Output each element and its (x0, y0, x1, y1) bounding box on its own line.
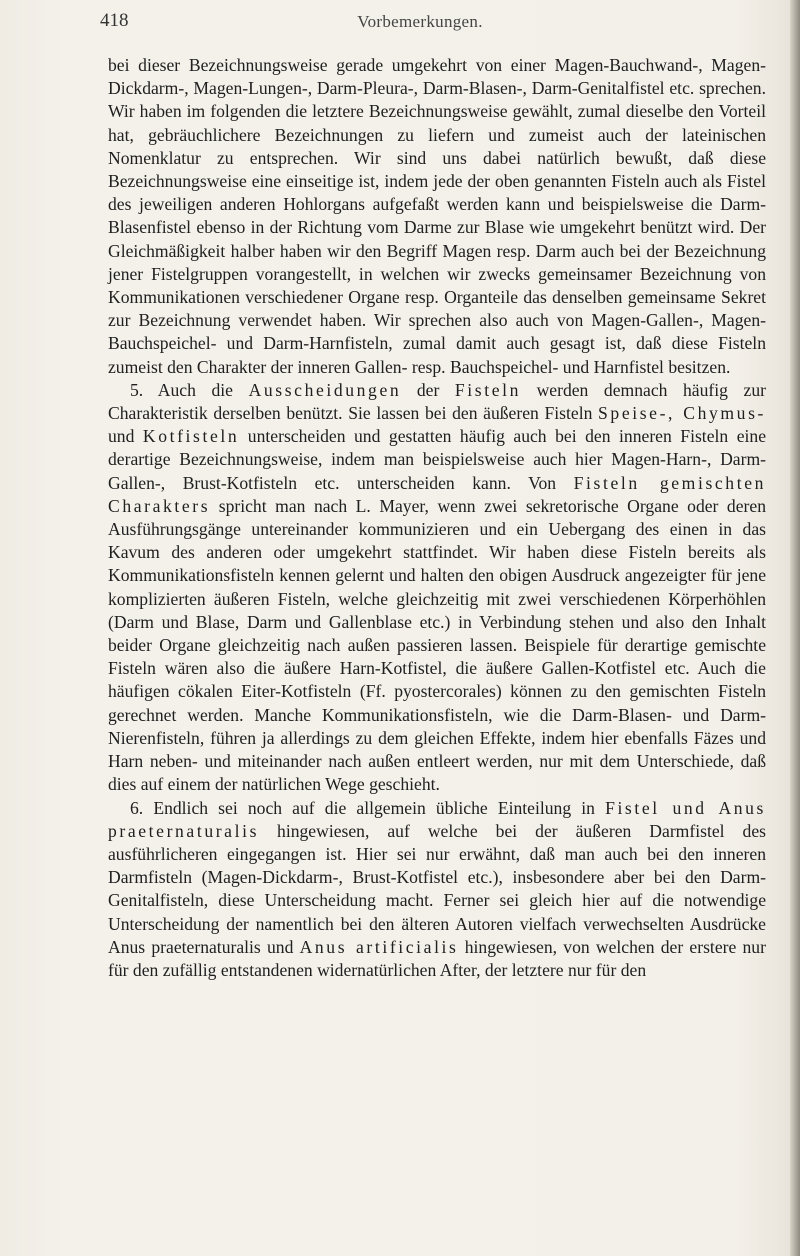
emphasis-text: Fisteln (454, 379, 521, 400)
paragraph-1 (108, 54, 766, 379)
emphasis-text: Fisteln gemischten Charakters (108, 472, 767, 516)
text-run: hingewiesen, auf welche bei der äußeren Darmfistel des ausführlicheren eingegangen ist. Hier sei nur erwähnt, daß man auch bei den inneren Darmfisteln (Magen-Dickdarm-, Brust-Kotfistel etc.), insbesondere aber bei den Darm-Genitalfisteln, diese Unterscheidung macht. Ferner sei gleich hier auf die notwendige Unterscheidung der namentlich bei den älteren Autoren vielfach verwechselten Ausdrücke Anus praeternaturalis und (108, 820, 766, 957)
paragraph-2 (108, 379, 766, 797)
text-run: spricht man nach L. Mayer, wenn zwei sekretorische Organe oder deren Ausführungsgänge untereinander kommunizieren und ein Uebergang des einen in das Kavum des anderen oder umgekehrt stattfindet. Wir haben diese Fisteln bereits als Kommunikationsfisteln kennen gelernt und halten den obigen Ausdruck angezeigter für jene komplizierten äußeren Fisteln, welche gleichzeitig mit zwei verschiedenen Körperhöhlen (Darm und Blase, Darm und Gallenblase etc.) in Verbindung stehen und also den Inhalt beider Organe gleichzeitig nach außen passieren lassen. Beispiele für derartige gemischte Fisteln wären also die äußere Harn-Kotfistel, die äußere Gallen-Kotfistel etc. Auch die häufigen cökalen Eiter-Kotfisteln (Ff. pyostercorales) können zu den gemischten Fisteln gerechnet werden. Manche Kommunikationsfisteln, wie die Darm-Blasen- und Darm-Nierenfisteln, führen ja allerdings zu dem gleichen Effekte, indem hier ebenfalls Fäzes und Harn neben- und miteinander nach außen entleert werden, nur mit dem Unterschiede, daß dies auf einem der natürlichen Wege geschieht. (108, 495, 766, 795)
text-run: der (401, 379, 455, 400)
emphasis-text: Anus artificialis (299, 936, 459, 957)
running-head: Vorbemerkungen. (357, 12, 483, 31)
text-run: und (108, 426, 143, 447)
text-run: unterscheiden und gestatten häufig auch bei den inneren Fisteln eine derartige Bezeichnungsweise, indem man beispielsweise auch hier Magen-Harn-, Darm-Gallen-, Brust-Kotfisteln etc. unterscheiden kann. Von (108, 426, 766, 493)
text-run: bei dieser Bezeichnungsweise gerade umgekehrt von einer Magen-Bauchwand-, Magen-Dickdarm-, Magen-Lungen-, Darm-Pleura-, Darm-Blasen-, Darm-Genitalfistel etc. sprechen. Wir haben im folgenden die letztere Bezeichnungsweise gewählt, zumal dieselbe den Vorteil hat, gebräuchlichere Bezeichnungen zu liefern und zumeist auch der lateinischen Nomenklatur zu entsprechen. Wir sind uns dabei natürlich bewußt, daß diese Bezeichnungsweise eine einseitige ist, indem jede der oben genannten Fisteln auch als Fistel des jeweiligen anderen Hohlorgans aufgefaßt werden kann und beispielsweise die Darm-Blasenfistel ebenso in der Richtung vom Darme zur Blase wie umgekehrt benützt wird. Der Gleichmäßigkeit halber haben wir den Begriff Magen resp. Darm auch bei der Bezeichnung jener Fistelgruppen vorangestellt, in welchen wir zwecks gemeinsamer Bezeichnung von Kommunikationen verschiedener Organe resp. Organteile das denselben gemeinsame Sekret zur Bezeichnung verwendet haben. Wir sprechen also auch von Magen-Gallen-, Magen-Bauchspeichel- und Darm-Harnfisteln, zumal damit auch gesagt ist, daß diese Fisteln zumeist den Charakter der inneren Gallen- resp. Bauchspeichel- und Harnfistel besitzen. (108, 55, 766, 377)
text-run: werden demnach häufig zur Charakteristik derselben benützt. Sie lassen bei den äußeren Fisteln (108, 379, 766, 424)
page-header (100, 10, 740, 34)
text-run: hingewiesen, von welchen der erstere nur für den zufällig entstandenen widernatürlichen After, der letztere nur für den (108, 936, 766, 980)
page-edge-shadow (790, 0, 800, 1256)
body-text (108, 54, 766, 982)
emphasis-text: Kotfisteln (142, 426, 240, 447)
page-number: 418 (100, 10, 129, 31)
paragraph-3 (108, 797, 766, 983)
emphasis-text: Speise-, Chymus- (598, 403, 766, 424)
emphasis-text: Ausscheidungen (248, 379, 402, 400)
emphasis-text: Fistel und Anus praeternaturalis (108, 797, 766, 841)
text-run: 5. Auch die (130, 379, 249, 400)
text-run: 6. Endlich sei noch auf die allgemein übliche Einteilung in (130, 797, 606, 818)
